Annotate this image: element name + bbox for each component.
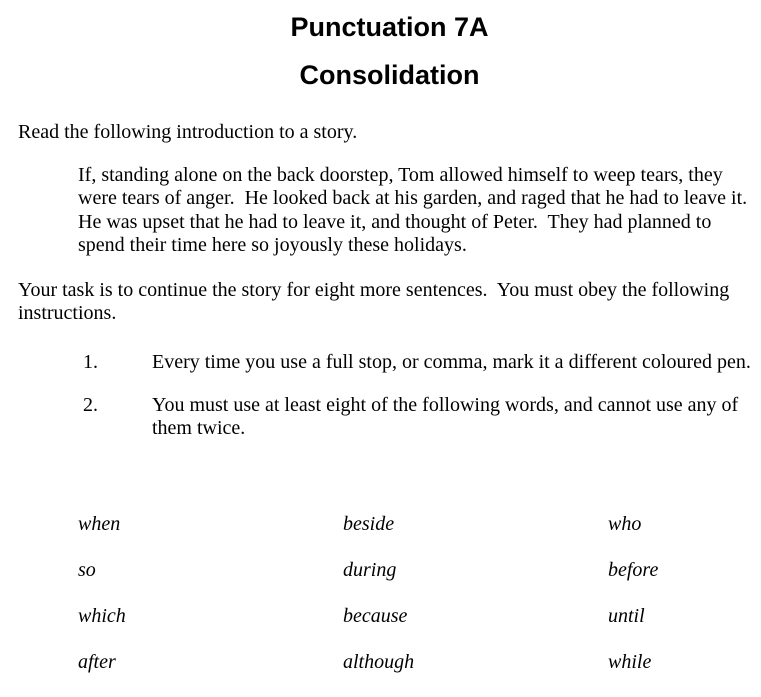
word-item: after [78, 651, 116, 673]
word-item: until [608, 605, 645, 627]
story-line-4: spend their time here so joyously these holidays. [78, 234, 467, 257]
word-item: beside [343, 513, 395, 535]
instruction-1-text [152, 351, 751, 374]
instruction-1-line-1: Every time you use a full stop, or comma, mark it a different coloured pen. [152, 351, 751, 373]
story-paragraph [78, 164, 747, 258]
story-line-2: were tears of anger. He looked back at his garden, and raged that he had to leave it. [78, 187, 748, 210]
instruction-item-2 [83, 394, 738, 441]
word-item: because [343, 605, 408, 627]
task-line-1: Your task is to continue the story for eight more sentences. You must obey the following [18, 279, 730, 301]
word-item: so [78, 559, 96, 581]
instruction-2-text [152, 394, 738, 441]
word-item: although [343, 651, 415, 673]
instruction-2-line-1: You must use at least eight of the following words, and cannot use any of [152, 394, 739, 416]
instruction-1-number: 1. [83, 351, 98, 373]
story-line-3: He was upset that he had to leave it, and thought of Peter. They had planned to [78, 210, 712, 233]
word-item: before [608, 559, 659, 581]
task-paragraph [18, 279, 729, 326]
page-subtitle: Consolidation [299, 60, 480, 90]
page-title: Punctuation 7A [290, 12, 489, 42]
word-item: who [608, 513, 642, 535]
instruction-2-number: 2. [83, 394, 98, 416]
word-item: during [343, 559, 397, 581]
instruction-2-line-2: them twice. [152, 417, 246, 440]
word-item: while [608, 651, 652, 673]
story-line-1: If, standing alone on the back doorstep, Tom allowed himself to weep tears, they [78, 164, 723, 186]
intro-lead: Read the following introduction to a story. [18, 121, 358, 143]
word-item: which [78, 605, 126, 627]
instruction-item-1 [83, 351, 751, 374]
task-line-2: instructions. [18, 302, 117, 325]
word-list [78, 513, 761, 697]
word-item: when [78, 513, 121, 535]
